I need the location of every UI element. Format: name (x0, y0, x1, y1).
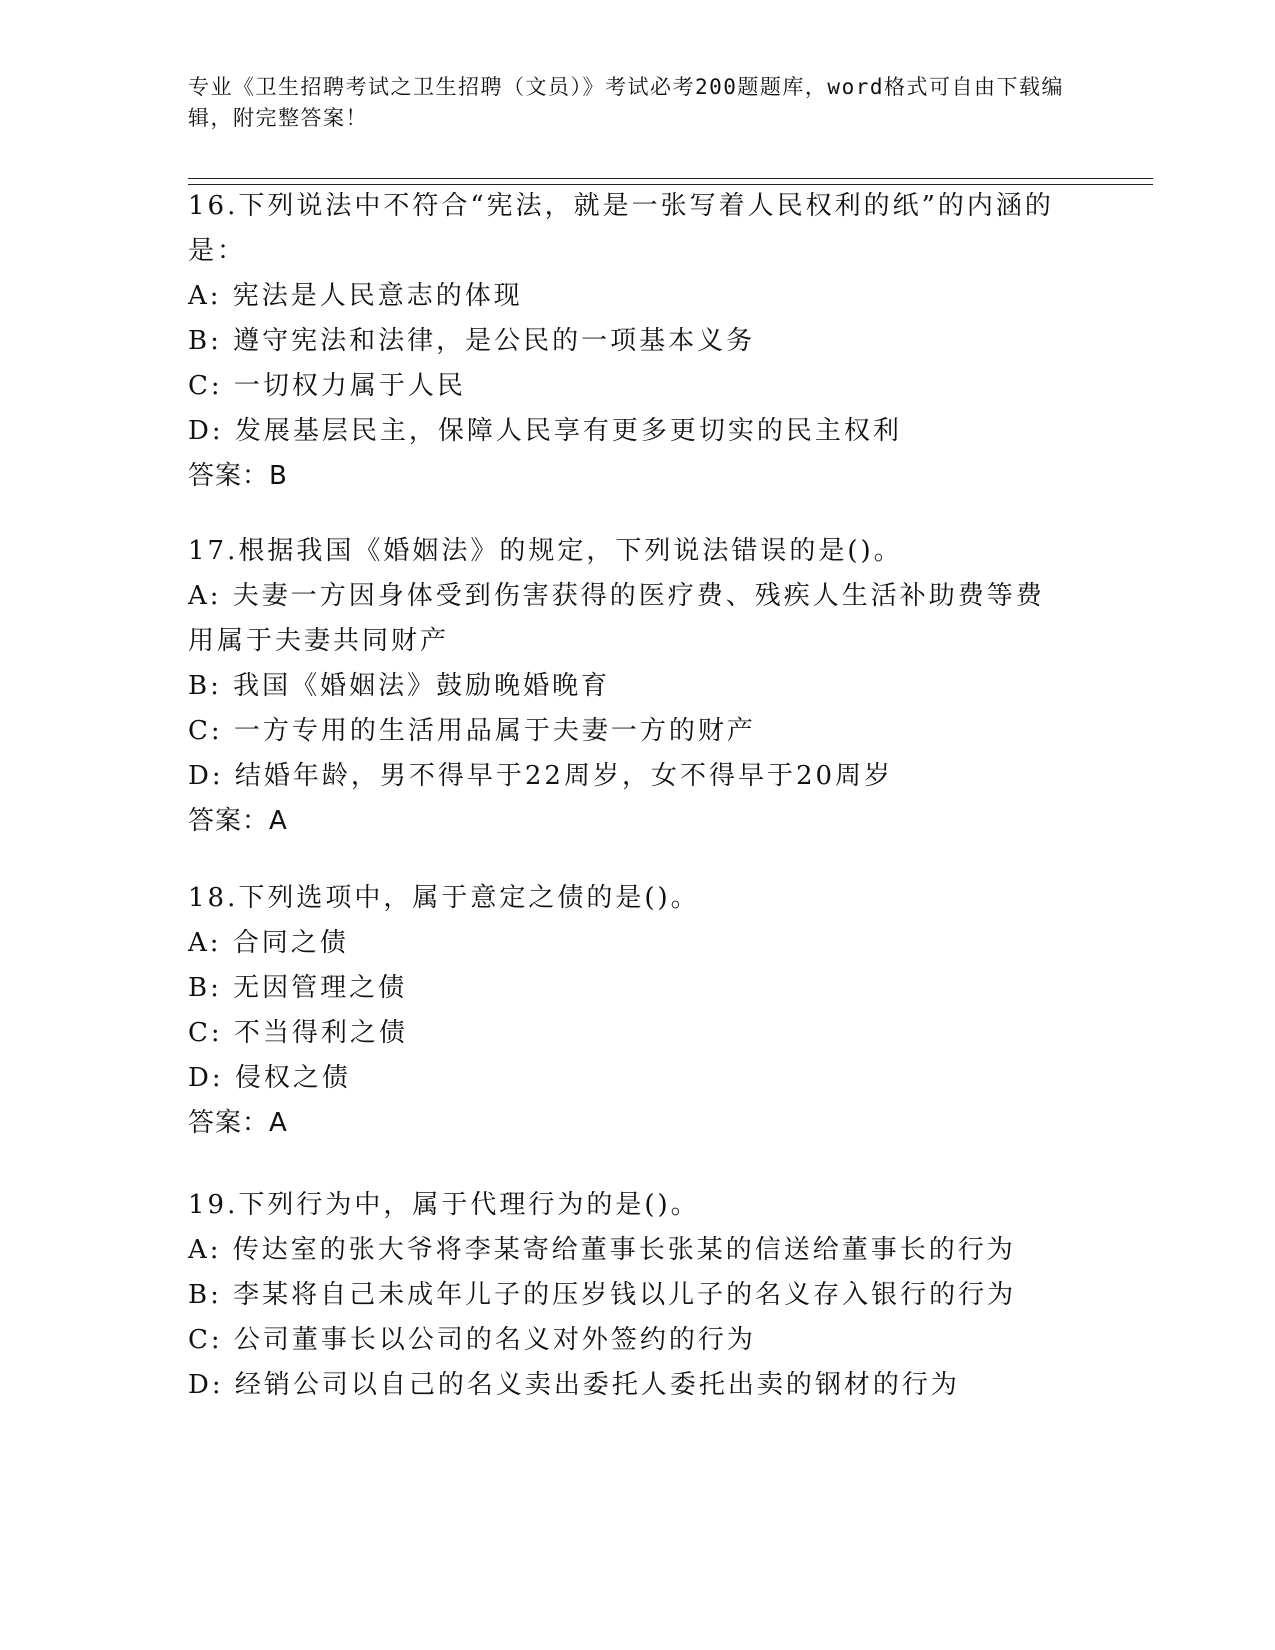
answer-label: 答案：A (188, 806, 288, 836)
header-divider-top (188, 178, 1153, 179)
option-c: C: 一方专用的生活用品属于夫妻一方的财产 (188, 716, 756, 746)
option-c: C: 一切权力属于人民 (188, 371, 466, 401)
option-d: D: 经销公司以自己的名义卖出委托人委托出卖的钢材的行为 (188, 1370, 960, 1400)
option-b: B: 遵守宪法和法律，是公民的一项基本义务 (188, 326, 756, 356)
option-d: D: 结婚年龄，男不得早于22周岁，女不得早于20周岁 (188, 761, 894, 791)
document-header (188, 72, 1068, 134)
question-stem: 19.下列行为中，属于代理行为的是()。 (188, 1190, 700, 1220)
question-16 (188, 184, 1068, 499)
question-stem: 16.下列说法中不符合“宪法，就是一张写着人民权利的纸”的内涵的是： (188, 191, 1054, 266)
option-b: B: 无因管理之债 (188, 973, 408, 1003)
option-a: A: 传达室的张大爷将李某寄给董事长张某的信送给董事长的行为 (188, 1235, 1016, 1265)
option-c: C: 不当得利之债 (188, 1018, 408, 1048)
answer-label: 答案：B (188, 461, 288, 491)
option-b: B: 李某将自己未成年儿子的压岁钱以儿子的名义存入银行的行为 (188, 1280, 1017, 1310)
question-stem: 17.根据我国《婚姻法》的规定，下列说法错误的是()。 (188, 536, 903, 566)
option-a: A: 宪法是人民意志的体现 (188, 281, 523, 311)
option-d: D: 发展基层民主，保障人民享有更多更切实的民主权利 (188, 416, 902, 446)
option-b: B: 我国《婚姻法》鼓励晚婚晚育 (188, 671, 611, 701)
question-18 (188, 876, 1068, 1146)
header-intro-text: 专业《卫生招聘考试之卫生招聘（文员）》考试必考200题题库，word格式可自由下载编辑，附完整答案！ (188, 75, 1064, 130)
question-17 (188, 529, 1068, 844)
answer-label: 答案：A (188, 1108, 288, 1138)
option-d: D: 侵权之债 (188, 1063, 351, 1093)
option-a: A: 合同之债 (188, 928, 349, 958)
question-stem: 18.下列选项中，属于意定之债的是()。 (188, 883, 700, 913)
option-c: C: 公司董事长以公司的名义对外签约的行为 (188, 1325, 756, 1355)
option-a: A: 夫妻一方因身体受到伤害获得的医疗费、残疾人生活补助费等费用属于夫妻共同财产 (188, 581, 1045, 656)
question-19 (188, 1183, 1068, 1408)
